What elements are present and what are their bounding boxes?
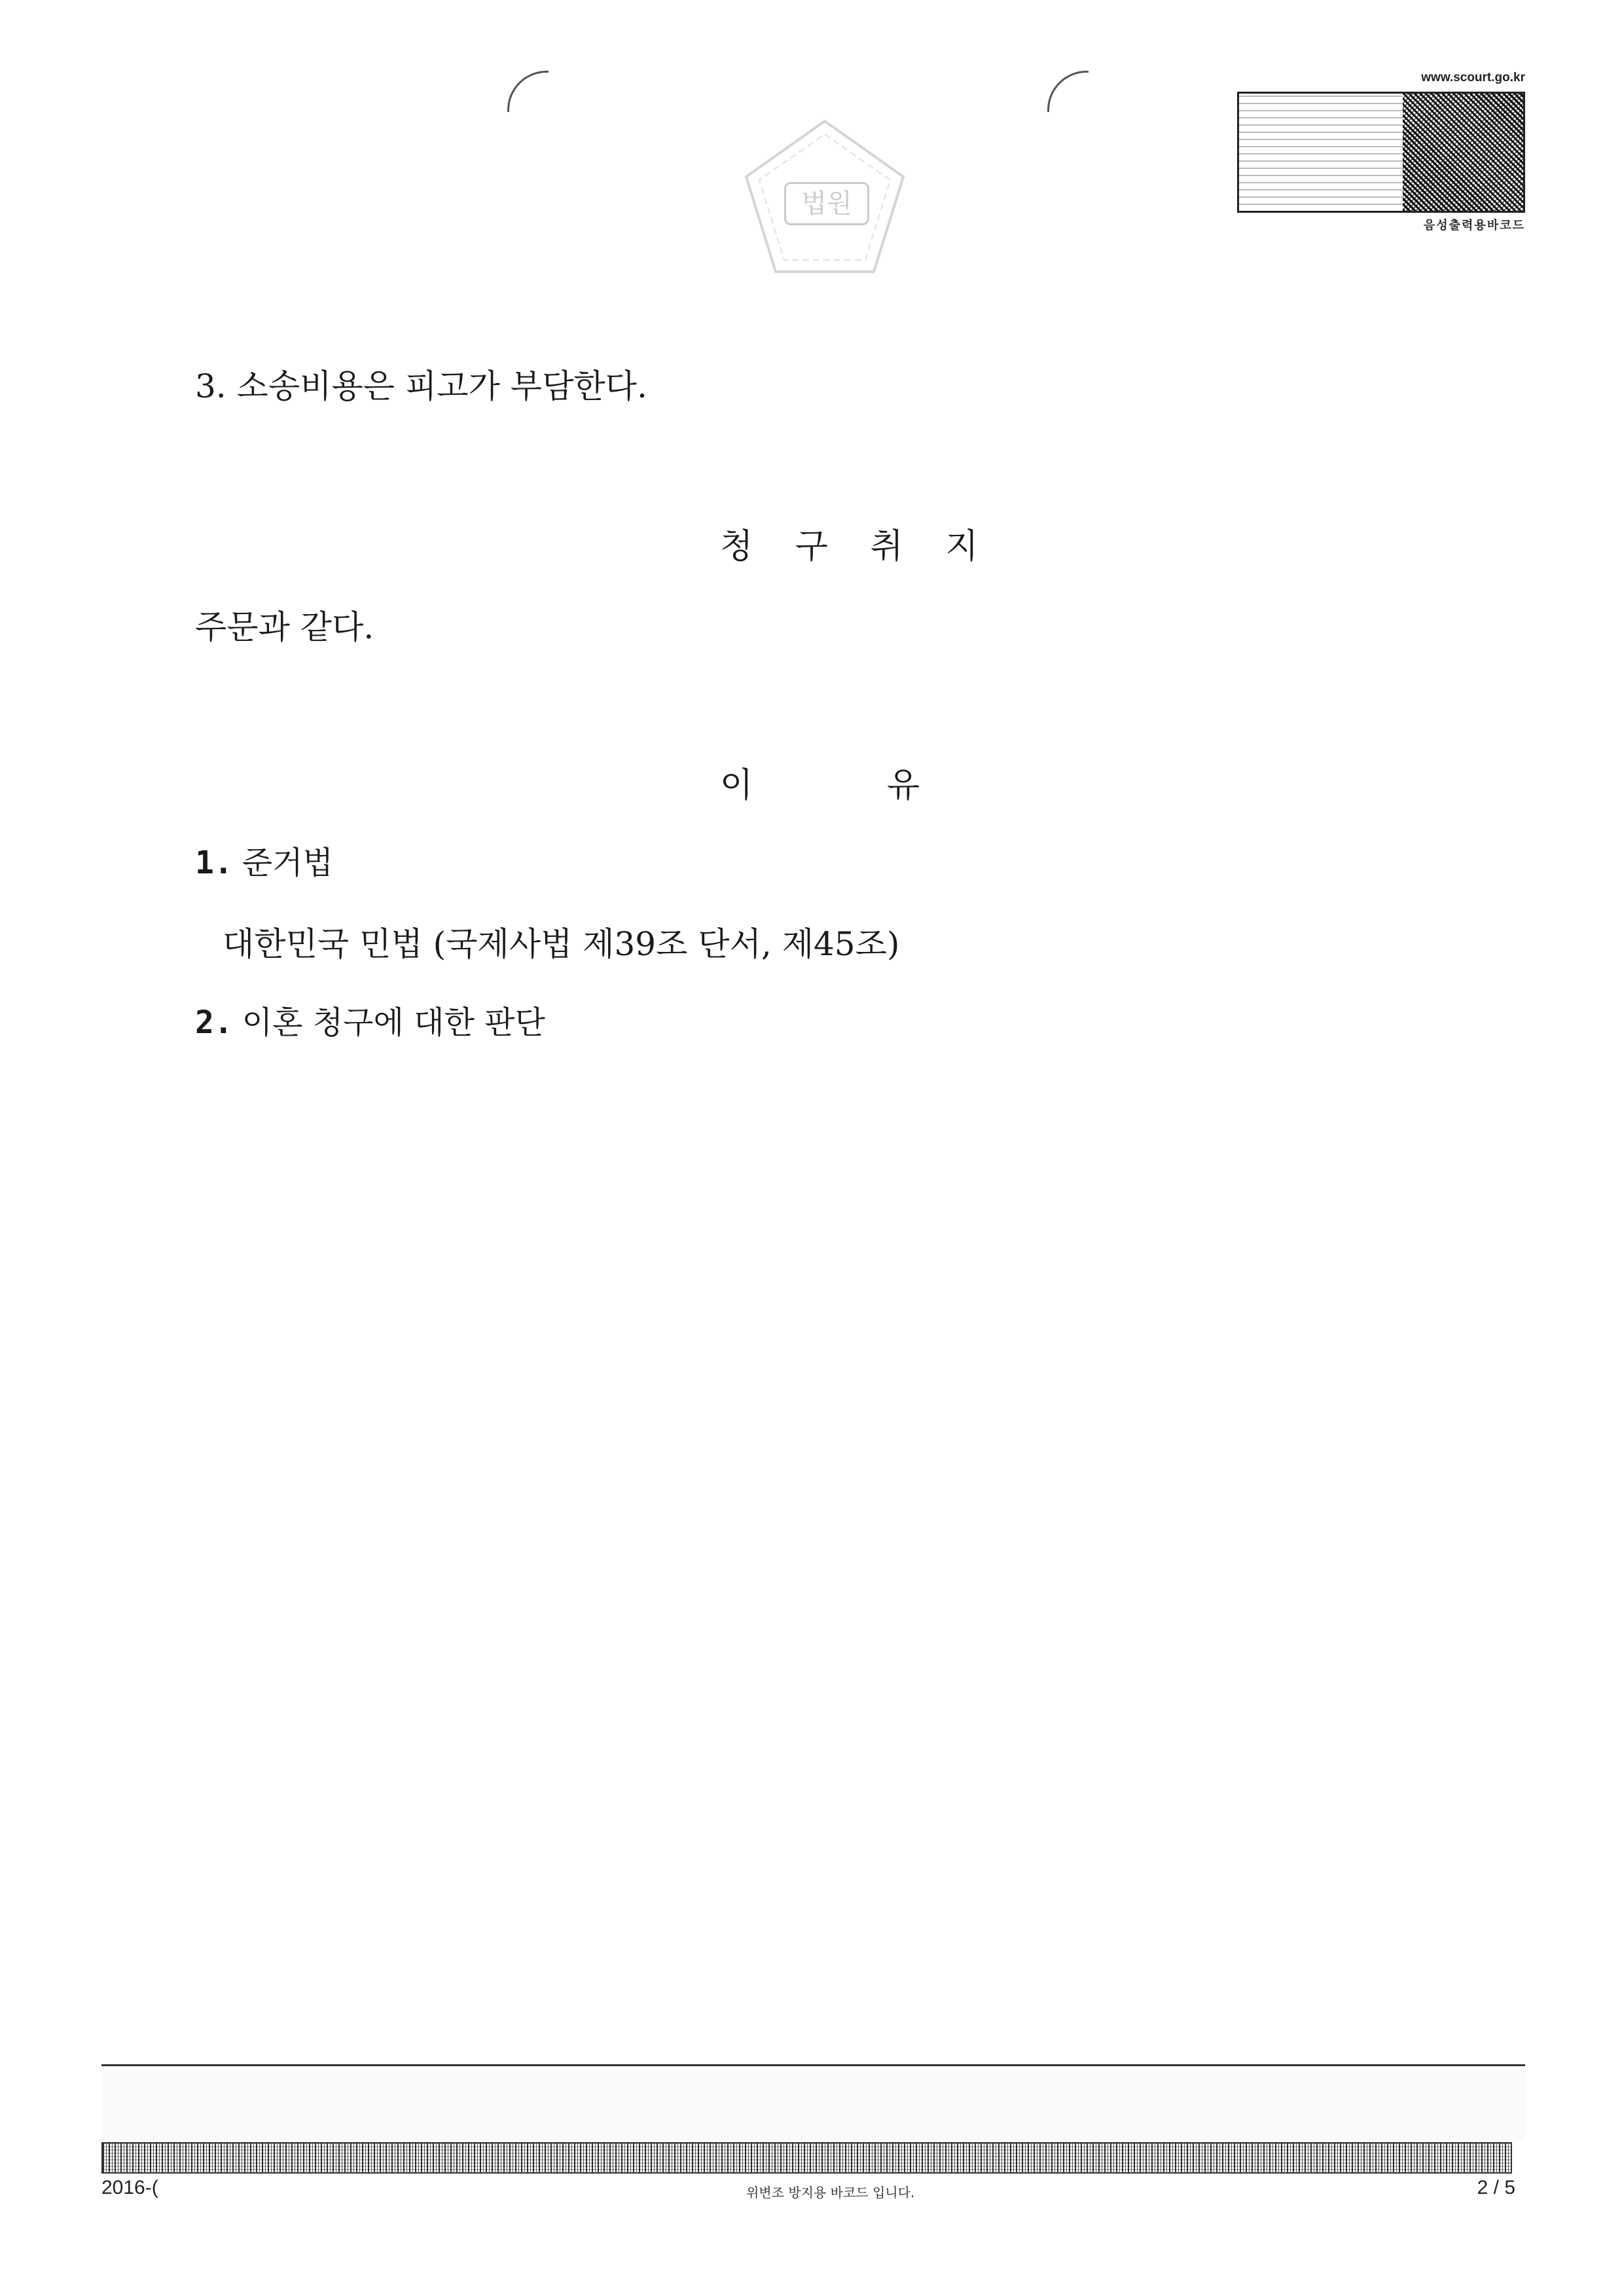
section-2-title: 이혼 청구에 대한 판단 — [242, 1004, 545, 1041]
section-1-heading — [195, 843, 333, 883]
footer-blank-area — [101, 2069, 1525, 2141]
section-2-heading — [195, 1003, 545, 1042]
qr-code-icon — [1403, 94, 1523, 211]
page-indicator: 2 / 5 — [1477, 2177, 1515, 2198]
claim-heading: 청 구 취 지 — [720, 527, 994, 566]
court-website-url: www.scourt.go.kr — [1421, 71, 1525, 84]
reason-heading: 이 유 — [720, 766, 935, 805]
section-2-number: 2. — [195, 1004, 233, 1041]
case-number: 2016-( — [101, 2177, 158, 2198]
section-1-title: 준거법 — [242, 845, 333, 881]
anti-forgery-barcode — [101, 2142, 1512, 2174]
section-1-text: 대한민국 민법 (국제사법 제39조 단서, 제45조) — [223, 925, 900, 963]
anti-forgery-caption: 위변조 방지용 바코드 입니다. — [746, 2185, 915, 2200]
section-1-number: 1. — [195, 845, 233, 881]
court-seal-text: 법원 — [784, 182, 869, 225]
punch-hole-mark-left — [507, 71, 549, 112]
barcode-caption: 음성출력용바코드 — [1423, 219, 1525, 232]
claim-text: 주문과 같다. — [195, 608, 374, 646]
punch-hole-mark-right — [1047, 71, 1089, 112]
footer-divider — [101, 2064, 1525, 2066]
order-item-3: 3. 소송비용은 피고가 부담한다. — [195, 367, 647, 405]
barcode-data-panel — [1239, 94, 1403, 211]
